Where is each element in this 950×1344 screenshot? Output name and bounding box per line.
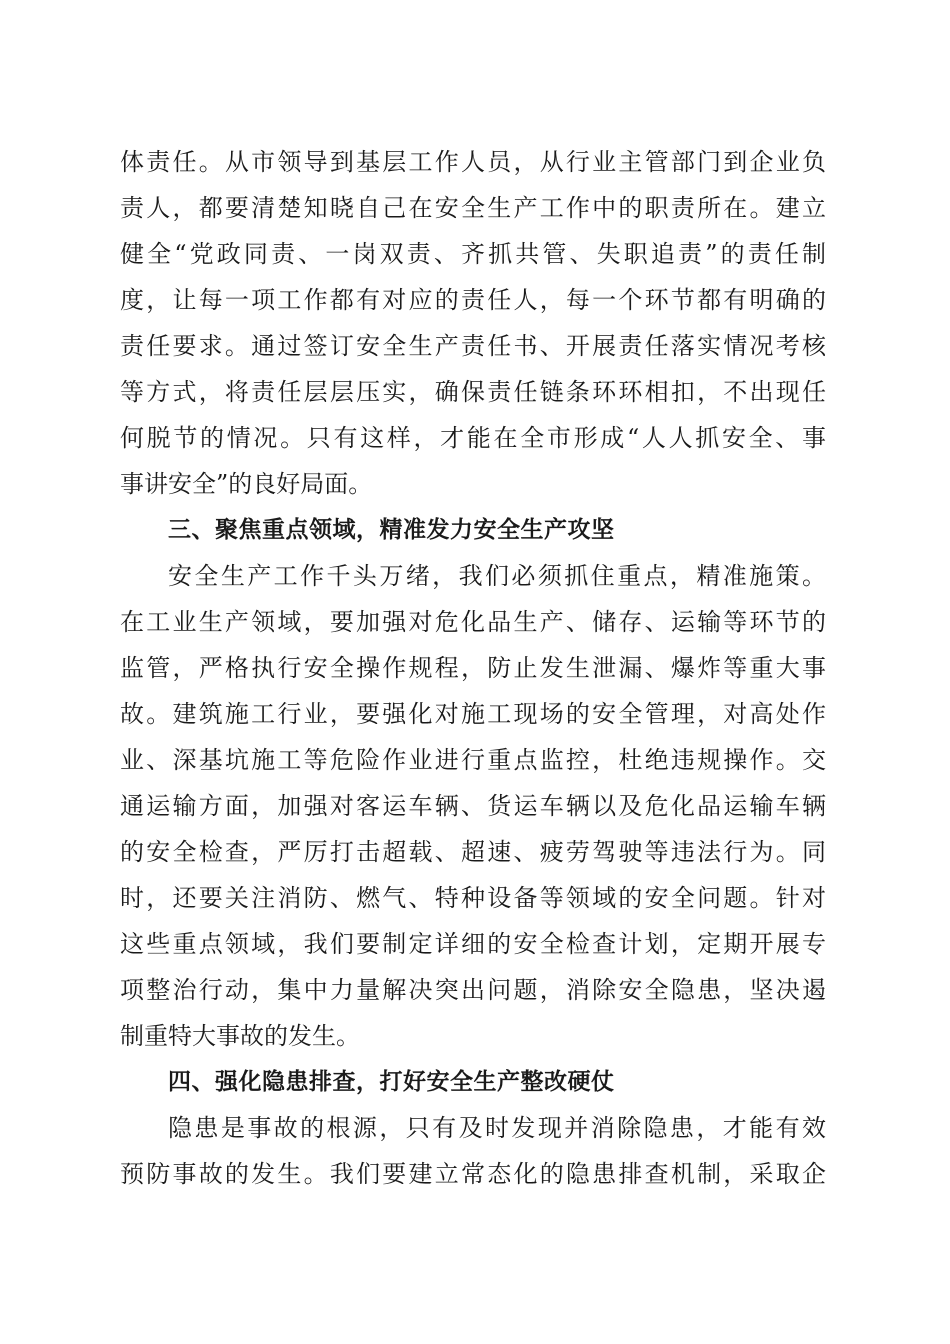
body-line: 事讲安全”的良好局面。	[120, 470, 373, 498]
body-line: 项整治行动，集中力量解决突出问题，消除安全隐患，坚决遏	[120, 976, 826, 1004]
section-heading-4: 四、强化隐患排查，打好安全生产整改硬仗	[168, 1069, 615, 1095]
body-line: 等方式，将责任层层压实，确保责任链条环环相扣，不出现任	[120, 378, 826, 406]
body-line: 业、深基坑施工等危险作业进行重点监控，杜绝违规操作。交	[120, 746, 826, 774]
body-line: 责人，都要清楚知晓自己在安全生产工作中的职责所在。建立	[120, 194, 826, 222]
body-line: 何脱节的情况。只有这样，才能在全市形成“人人抓安全、事	[120, 424, 826, 452]
body-line: 度，让每一项工作都有对应的责任人，每一个环节都有明确的	[120, 286, 826, 314]
body-line: 在工业生产领域，要加强对危化品生产、储存、运输等环节的	[120, 608, 826, 636]
body-line: 监管，严格执行安全操作规程，防止发生泄漏、爆炸等重大事	[120, 654, 826, 682]
body-line: 时，还要关注消防、燃气、特种设备等领域的安全问题。针对	[120, 884, 826, 912]
body-line: 健全“党政同责、一岗双责、齐抓共管、失职追责”的责任制	[120, 240, 826, 268]
body-line: 的安全检查，严厉打击超载、超速、疲劳驾驶等违法行为。同	[120, 838, 826, 866]
body-line: 制重特大事故的发生。	[120, 1022, 360, 1050]
section-heading-3: 三、聚焦重点领域，精准发力安全生产攻坚	[168, 517, 615, 543]
body-line: 责任要求。通过签订安全生产责任书、开展责任落实情况考核	[120, 332, 826, 360]
body-line: 通运输方面，加强对客运车辆、货运车辆以及危化品运输车辆	[120, 792, 826, 820]
body-line: 安全生产工作千头万绪，我们必须抓住重点，精准施策。	[168, 562, 826, 590]
body-line: 隐患是事故的根源，只有及时发现并消除隐患，才能有效	[168, 1114, 826, 1142]
body-line: 故。建筑施工行业，要强化对施工现场的安全管理，对高处作	[120, 700, 826, 728]
body-line: 体责任。从市领导到基层工作人员，从行业主管部门到企业负	[120, 148, 826, 176]
body-line: 这些重点领域，我们要制定详细的安全检查计划，定期开展专	[120, 930, 826, 958]
body-line: 预防事故的发生。我们要建立常态化的隐患排查机制，采取企	[120, 1160, 826, 1188]
document-body	[120, 139, 826, 1197]
